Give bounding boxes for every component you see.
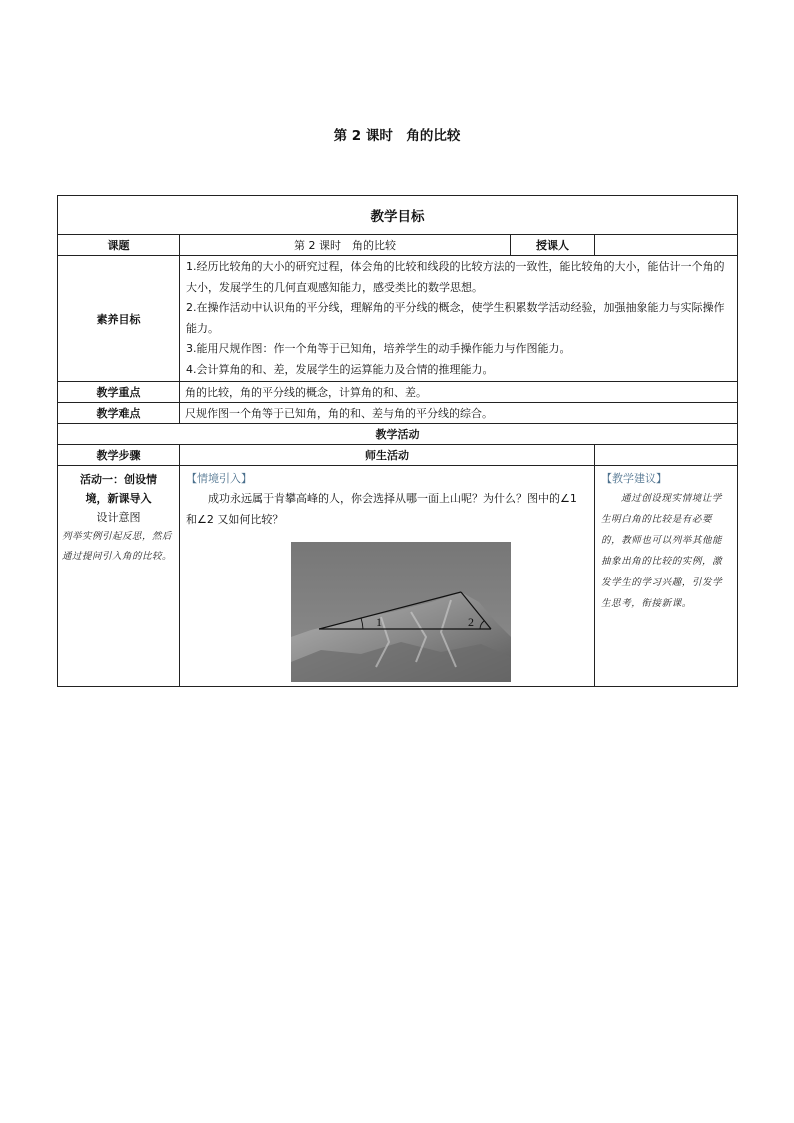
teacher-student-label: 师生活动 <box>180 445 595 466</box>
teaching-suggestion-cell <box>595 466 738 687</box>
mountain-photo <box>291 542 511 682</box>
key-points-label: 教学重点 <box>58 382 180 403</box>
literacy-goals <box>180 256 738 382</box>
course-label: 课题 <box>58 235 180 256</box>
activity-title-line1: 活动一：创设情 <box>80 473 157 486</box>
literacy-goals-label: 素养目标 <box>58 256 180 382</box>
goal-item: 2.在操作活动中认识角的平分线，理解角的平分线的概念，使学生积累数学活动经验，加强抽象能力与实际操作能力。 <box>186 301 725 335</box>
angle-2-label: 2 <box>468 615 474 629</box>
goal-item: 4.会计算角的和、差，发展学生的运算能力及合情的推理能力。 <box>186 362 494 376</box>
scenario-tag: 【情境引入】 <box>186 472 252 485</box>
teacher-label: 授课人 <box>511 235 595 256</box>
teacher-value <box>595 235 738 256</box>
document-title: 第 2 课时 角的比较 <box>333 128 461 144</box>
design-intent-text: 列举实例引起反思，然后通过提问引入角的比较。 <box>62 531 173 562</box>
empty-header-cell <box>595 445 738 466</box>
steps-label: 教学步骤 <box>58 445 180 466</box>
goal-item: 3.能用尺规作图：作一个角等于已知角，培养学生的动手操作能力与作图能力。 <box>186 342 571 355</box>
scenario-text: 成功永远属于肯攀高峰的人，你会选择从哪一面上山呢？为什么？图中的∠1 和∠2 又如何比较？ <box>186 492 577 526</box>
key-points-value: 角的比较，角的平分线的概念，计算角的和、差。 <box>180 382 738 403</box>
difficulty-label: 教学难点 <box>58 403 180 424</box>
table-header: 教学目标 <box>58 196 738 235</box>
design-intent-label: 设计意图 <box>96 511 141 524</box>
activity-content-cell <box>180 466 595 687</box>
activity-title-line2: 境，新课导入 <box>85 492 152 505</box>
suggestion-text: 通过创设现实情境让学生明白角的比较是有必要的，教师也可以列举其他能抽象出角的比较的实例，激发学生的学习兴趣，引发学生思考，衔接新课。 <box>601 493 723 609</box>
lesson-plan-table <box>57 195 738 687</box>
angle-1-label: 1 <box>376 615 382 629</box>
activity-step-cell <box>58 466 180 687</box>
difficulty-value: 尺规作图一个角等于已知角，角的和、差与角的平分线的综合。 <box>180 403 738 424</box>
course-value: 第 2 课时 角的比较 <box>180 235 511 256</box>
suggestion-tag: 【教学建议】 <box>601 472 667 485</box>
activities-header: 教学活动 <box>58 424 738 445</box>
goal-item: 1.经历比较角的大小的研究过程，体会角的比较和线段的比较方法的一致性，能比较角的大小，能估计一个角的大小，发展学生的几何直观感知能力，感受类比的数学思想。 <box>186 260 725 294</box>
